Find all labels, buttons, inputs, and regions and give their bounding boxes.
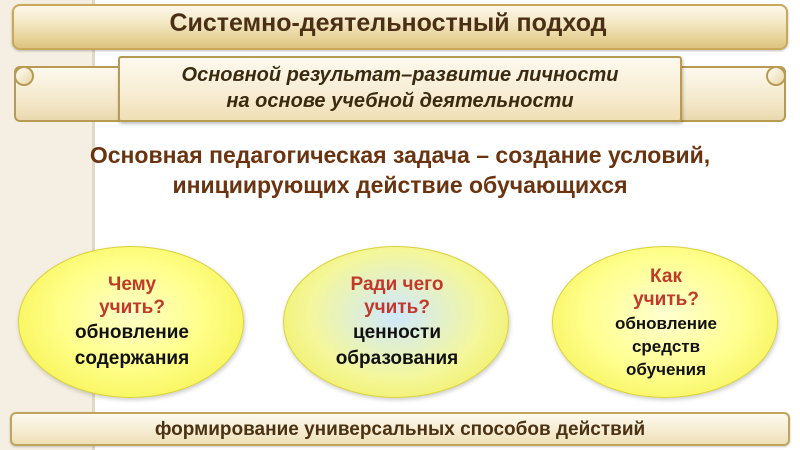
bubble-2-question-line-1: Ради чего <box>350 274 444 295</box>
main-task-heading <box>20 140 780 200</box>
bubble-2-question-line-2: учить? <box>364 297 430 318</box>
bubble-how-to-teach <box>552 246 778 398</box>
bubble-3-content <box>561 265 771 380</box>
bubble-1-question-line-1: Чему <box>107 274 157 295</box>
bubble-why-to-teach <box>283 246 509 398</box>
bubble-3-answer-line-3: обучения <box>625 360 707 379</box>
bubble-1-answer-line-2: содержания <box>74 348 190 369</box>
bubble-2-content <box>292 273 502 371</box>
bubble-3-answer-line-1: обновление <box>615 314 717 333</box>
bubble-3-question-line-2: учить? <box>633 289 699 310</box>
bubble-3-answer-line-2: средств <box>631 337 701 356</box>
main-task-line-1: Основная педагогическая задача – создание условий, <box>89 142 711 168</box>
scroll-curl-left-icon <box>14 66 34 86</box>
subtitle-line-1: Основной результат–развитие личности <box>181 64 619 86</box>
bubble-2-answer-line-2: образования <box>335 348 459 369</box>
bubble-what-to-teach <box>18 246 244 398</box>
bubble-1-content <box>27 273 237 371</box>
page-title: Системно-деятельностный подход <box>169 9 607 37</box>
main-task-line-2: инициирующих действие обучающихся <box>172 172 628 198</box>
bubble-1-answer-line-1: обновление <box>75 322 189 343</box>
subtitle-block <box>118 62 682 114</box>
bubble-3-question-line-1: Как <box>650 266 682 287</box>
scroll-curl-right-icon <box>766 66 786 86</box>
bubble-1-question-line-2: учить? <box>99 297 165 318</box>
subtitle-scroll <box>8 54 792 132</box>
bubble-2-answer-line-1: ценности <box>352 322 442 343</box>
subtitle-line-2: на основе учебной деятельности <box>226 90 574 112</box>
bottom-banner-label: формирование универсальных способов действий <box>154 419 646 440</box>
